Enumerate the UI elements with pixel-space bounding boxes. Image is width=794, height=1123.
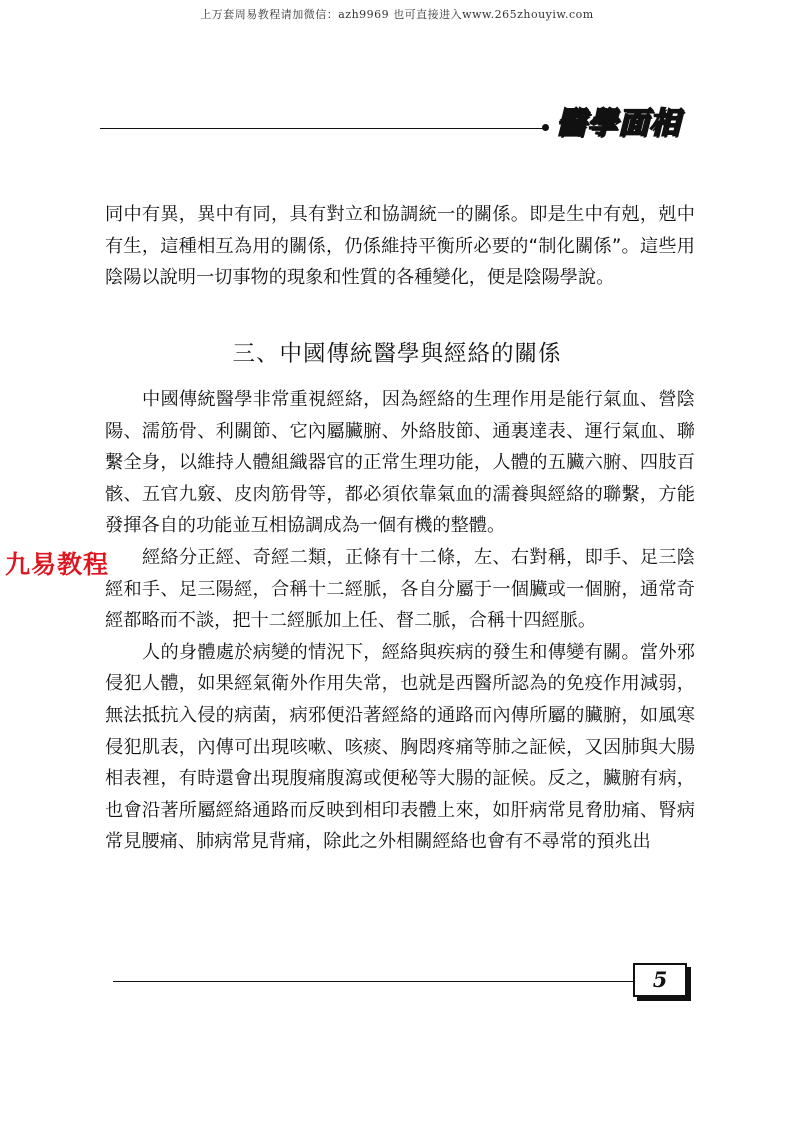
top-note: 上万套周易教程请加微信：azh9969 也可直接进入www.265zhouyiw.com [200,8,594,21]
paragraph-text: 人的身體處於病變的情況下，經絡與疾病的發生和傳變有關。當外邪侵犯人體，如果經氣衛外作用失常，也就是西醫所認為的免疫作用減弱，無法抵抗入侵的病菌，病邪便沿著經絡的通路而內傳所屬的臟腑，如風寒侵犯肌表，內傳可出現咳嗽、咳痰、胸悶疼痛等肺之証候，又因肺與大腸相表裡，有時還會出現腹痛腹瀉或便秘等大腸的証候。反之，臟腑有病，也會沿著所屬經絡通路而反映到相印表體上來，如肝病常見脅肋痛、腎病常見腰痛、肺病常見背痛，除此之外相關經絡也會有不尋常的預兆出 [105,641,695,853]
section-heading: 三、中國傳統醫學與經絡的關係 [232,341,562,367]
running-header-title: 醫學面相 [556,106,680,141]
paragraph-text: 經絡分正經、奇經二類，正條有十二條，左、右對稱，即手、足三陰經和手、足三陽經，合稱十二經脈，各自分屬于一個臟或一個腑，通常奇經都略而不談，把十二經脈加上任、督二脈，合稱十四經脈。 [105,546,695,632]
paragraph-continued [105,199,695,294]
page-number: 5 [633,963,687,997]
footer-rule [113,981,633,982]
header-rule [100,128,545,129]
paragraph-text: 中國傳統醫學非常重視經絡，因為經絡的生理作用是能行氣血、營陰陽、濡筋骨、利關節、它內屬臟腑、外絡肢節、通裏達表、運行氣血、聯繫全身，以維持人體組織器官的正常生理功能，人體的五臟六腑、四肢百骸、五官九竅、皮肉筋骨等，都必須依靠氣血的濡養與經絡的聯繫，方能發揮各自的功能並互相協調成為一個有機的整體。 [105,389,695,537]
header-rule-dot [542,124,549,131]
watermark-logo: 九易教程 [5,550,110,579]
body-text [105,384,695,858]
paragraph-text: 同中有異，異中有同，具有對立和協調統一的關係。即是生中有剋，剋中有生，這種相互為用的關係，仍係維持平衡所必要的“制化關係”。這些用陰陽以說明一切事物的現象和性質的各種變化，便是陰陽學說。 [105,204,695,289]
